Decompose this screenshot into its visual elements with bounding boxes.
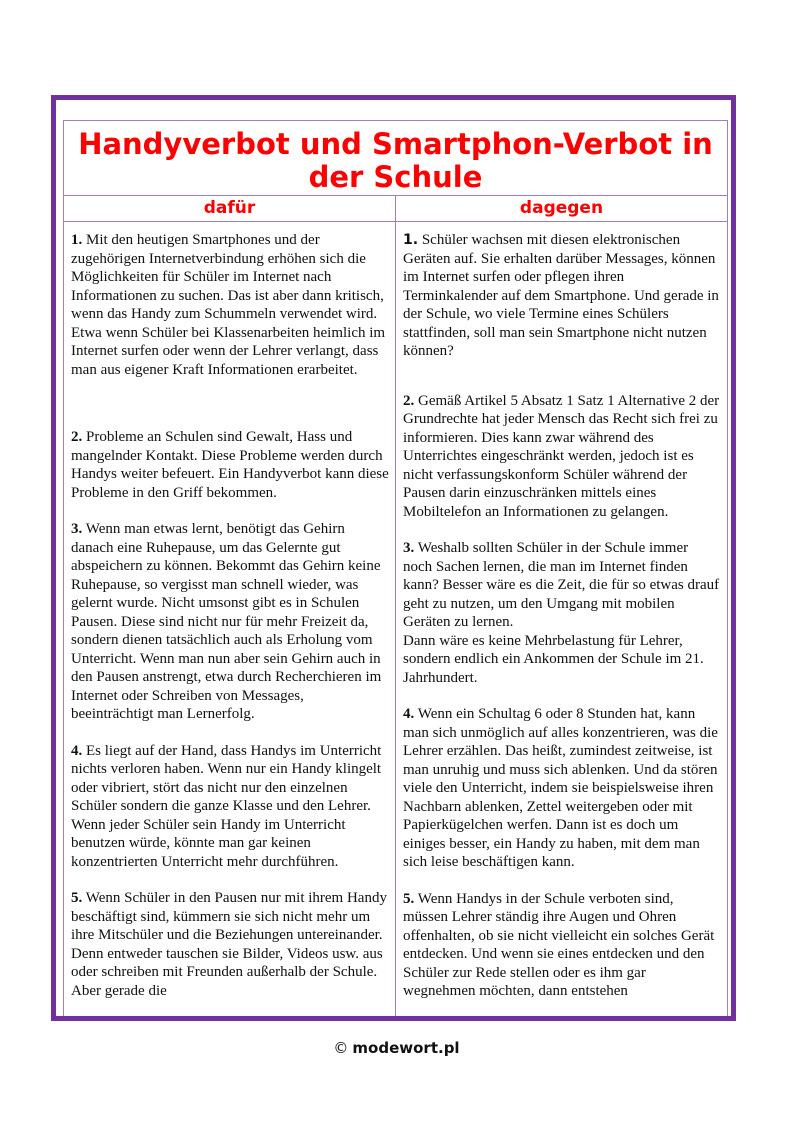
argument-text: Wenn Handys in der Schule verboten sind, müssen Lehrer ständig ihre Augen und Ohren offenhalten, ob sie nicht vielleicht ein solches Gerät entdecken. Und wenn sie eines entdecken und den Schüler zur Rede stellen oder es ihm gar wegnehmen möchten, dann entstehen	[403, 890, 715, 999]
argument-text-continued: Dann wäre es keine Mehrbelastung für Lehrer, sondern endlich ein Ankommen der Schule im 21. Jahrhundert.	[403, 632, 704, 686]
argument-text: Gemäß Artikel 5 Absatz 1 Satz 1 Alternative 2 der Grundrechte hat jeder Mensch das Recht sich frei zu informieren. Dies kann zwar während des Unterrichtes eingeschränkt werden, jedoch ist es nicht verfassungskonform Schüler während der Pausen darin einzuschränken mittels eines Mobiltelefon an Informationen zu gelangen.	[403, 392, 720, 520]
argument-number: 1.	[403, 232, 419, 248]
argument-text: Wenn man etwas lernt, benötigt das Gehirn danach eine Ruhepause, um das Gelernte gut abspeichern zu können. Bekommt das Gehirn keine Ruhepause, so vergisst man schnell wieder, was gelernt wurde. Nicht umsonst gibt es in Schulen Pausen. Diese sind nicht nur für mehr Freizeit da, sondern dienen tatsächlich auch als Erholung vom Unterricht. Wenn man nun aber sein Gehirn auch in den Pausen anstrengt, etwa durch Recherchieren im Internet oder Schreiben von Messages, beeinträchtigt man Lernerfolg.	[71, 521, 382, 722]
column-contra	[396, 222, 728, 1022]
argument-text: Weshalb sollten Schüler in der Schule immer noch Sachen lernen, die man im Internet finden kann? Besser wäre es die Zeit, die für so etwas drauf geht zu nutzen, um den Umgang mit mobilen Geräten zu lernen.	[403, 540, 720, 630]
argument-number: 4.	[403, 706, 415, 722]
argument-number: 5.	[403, 890, 415, 907]
argument-text: Wenn ein Schultag 6 oder 8 Stunden hat, kann man sich unmöglich auf alles konzentrieren, was die Lehrer erzählen. Das heißt, zumindest zeitweise, ist man unruhig und muss sich ablenken. Und da stören viele den Unterricht, indem sie beispielsweise ihren Nachbarn ablenken, Zettel weitergeben oder mit Papierkügelchen werfen. Dann ist es doch um einiges besser, ein Handy zu haben, mit dem man sich leise beschäftigen kann.	[403, 706, 718, 870]
pro-argument-1	[71, 231, 389, 379]
page-frame	[51, 95, 736, 1021]
argument-number: 5.	[71, 890, 83, 906]
contra-argument-5	[403, 890, 721, 1001]
argument-number: 3.	[403, 540, 415, 556]
argument-text: Es liegt auf der Hand, dass Handys im Unterricht nichts verloren haben. Wenn nur ein Handy klingelt oder vibriert, stört das nicht nur den einzelnen Schüler sondern die ganze Klasse und den Lehrer. Wenn jeder Schüler sein Handy im Unterricht benutzen würde, könnte man gar keinen konzentrierten Unterricht mehr durchführen.	[71, 742, 382, 870]
column-heading-pro: dafür	[64, 196, 396, 222]
pro-contra-table	[63, 120, 728, 1021]
argument-number: 2.	[403, 392, 415, 409]
copyright-icon: ©	[333, 1039, 349, 1057]
argument-text: Probleme an Schulen sind Gewalt, Hass und mangelnder Kontakt. Diese Probleme werden durch Handys weiter befeuert. Ein Handyverbot kann diese Probleme in den Griff bekommen.	[71, 429, 389, 501]
pro-argument-3	[71, 520, 389, 724]
contra-argument-3	[403, 539, 721, 687]
pro-argument-5	[71, 889, 389, 1000]
argument-number: 1.	[71, 232, 83, 248]
argument-number: 2.	[71, 429, 83, 445]
contra-argument-1	[403, 231, 721, 361]
document-title: Handyverbot und Smartphon-Verbot in der Schule	[64, 121, 728, 196]
argument-number: 4.	[71, 742, 83, 759]
footer-credit	[0, 1039, 793, 1057]
column-heading-contra: dagegen	[396, 196, 728, 222]
argument-text: Schüler wachsen mit diesen elektronischen Geräten auf. Sie erhalten darüber Messages, können im Internet surfen oder pflegen ihren Terminkalender auf dem Smartphone. Und gerade in der Schule, wo viele Termine eines Schülers stattfinden, soll man sein Smartphone nicht nutzen können?	[403, 232, 719, 359]
argument-number: 3.	[71, 521, 83, 537]
site-name: modewort.pl	[352, 1039, 460, 1057]
pro-argument-4	[71, 742, 389, 872]
pro-argument-2	[71, 428, 389, 502]
contra-argument-2	[403, 392, 721, 522]
argument-text: Wenn Schüler in den Pausen nur mit ihrem Handy beschäftigt sind, kümmern sie sich nicht mehr um ihre Mitschüler und die Beziehungen untereinander. Denn entweder tauschen sie Bilder, Videos usw. aus oder schreiben mit Freunden außerhalb der Schule. Aber gerade die	[71, 890, 387, 999]
column-pro	[64, 222, 396, 1022]
contra-argument-4	[403, 705, 721, 872]
argument-text: Mit den heutigen Smartphones und der zugehörigen Internetverbindung erhöhen sich die Möglichkeiten für Schüler im Internet nach Informationen zu suchen. Das ist aber dann kritisch, wenn das Handy zum Schummeln verwendet wird. Etwa wenn Schüler bei Klassenarbeiten heimlich im Internet surfen oder wenn der Lehrer verlangt, dass man aus eigener Kraft Informationen erarbeitet.	[71, 232, 386, 378]
